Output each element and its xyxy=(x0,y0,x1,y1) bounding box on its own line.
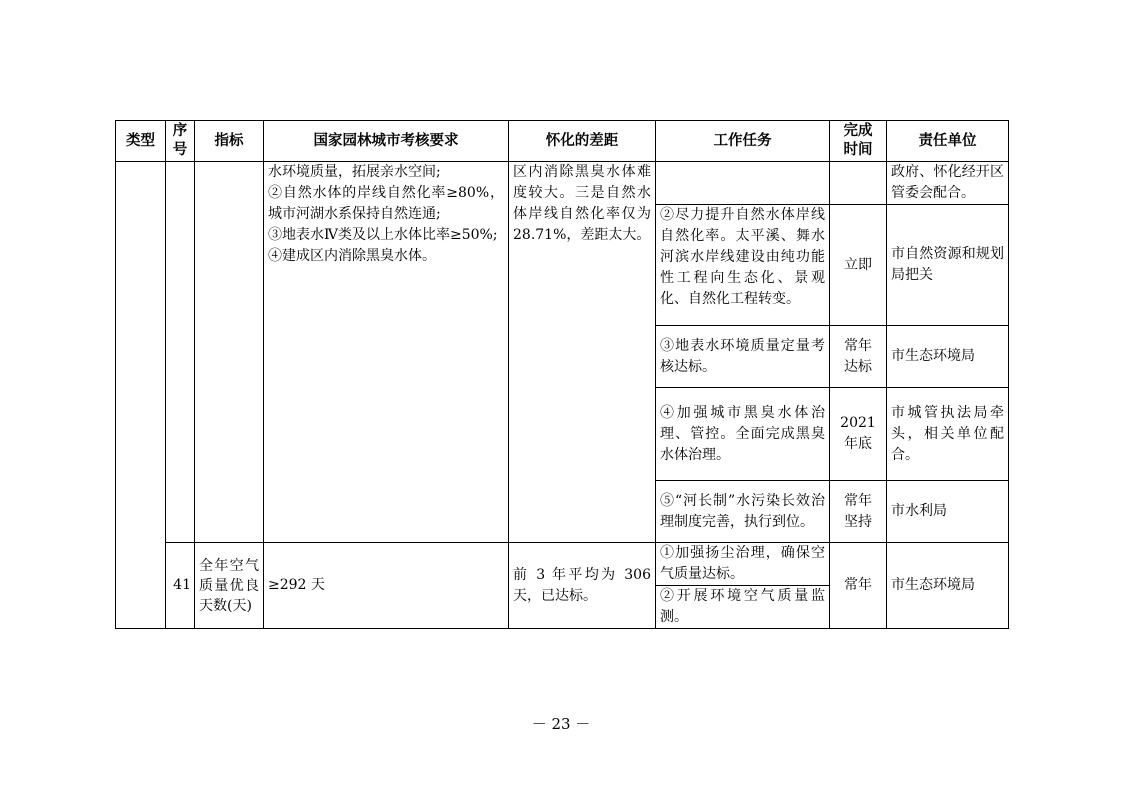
header-requirement: 国家园林城市考核要求 xyxy=(264,121,509,162)
assessment-table xyxy=(115,120,1009,629)
table-row xyxy=(116,543,1009,586)
air-unit: 市生态环境局 xyxy=(887,543,1009,629)
header-gap: 怀化的差距 xyxy=(509,121,656,162)
water-time-5: 常年 坚持 xyxy=(830,481,887,543)
air-gap: 前 3 年平均为 306 天，已达标。 xyxy=(509,543,656,629)
air-requirement: ≥292 天 xyxy=(264,543,509,629)
header-task: 工作任务 xyxy=(656,121,830,162)
water-requirement: 水环境质量，拓展亲水空间; ②自然水体的岸线自然化率≥80%，城市河湖水系保持自然连通; ③地表水Ⅳ类及以上水体比率≥50%; ④建成区内消除黑臭水体。 xyxy=(264,162,509,543)
water-time-4: 2021 年底 xyxy=(830,388,887,481)
water-gap: 区内消除黑臭水体难度较大。三是自然水体岸线自然化率仅为 28.71%，差距太大。 xyxy=(509,162,656,543)
table-row xyxy=(116,162,1009,205)
water-unit-4: 市城管执法局牵头，相关单位配合。 xyxy=(887,388,1009,481)
header-time: 完成 时间 xyxy=(830,121,887,162)
page-number: － 23 － xyxy=(531,715,591,733)
header-seq: 序 号 xyxy=(166,121,195,162)
header-unit: 责任单位 xyxy=(887,121,1009,162)
water-unit-1: 政府、怀化经开区管委会配合。 xyxy=(887,162,1009,205)
water-task-4: ④加强城市黑臭水体治理、管控。全面完成黑臭水体治理。 xyxy=(656,388,830,481)
water-time-1 xyxy=(830,162,887,205)
header-row xyxy=(116,121,1009,162)
water-unit-5: 市水利局 xyxy=(887,481,1009,543)
water-time-2: 立即 xyxy=(830,205,887,326)
type-cell xyxy=(116,162,166,629)
water-task-1 xyxy=(656,162,830,205)
water-unit-2: 市自然资源和规划局把关 xyxy=(887,205,1009,326)
seq-cell-water xyxy=(166,162,195,543)
air-time: 常年 xyxy=(830,543,887,629)
water-unit-3: 市生态环境局 xyxy=(887,326,1009,388)
indicator-cell-water xyxy=(195,162,264,543)
air-task-2: ②开展环境空气质量监测。 xyxy=(656,586,830,629)
water-task-3: ③地表水环境质量定量考核达标。 xyxy=(656,326,830,388)
header-type: 类型 xyxy=(116,121,166,162)
air-indicator: 全年空气质量优良天数(天) xyxy=(195,543,264,629)
water-task-5: ⑤“河长制”水污染长效治理制度完善，执行到位。 xyxy=(656,481,830,543)
header-indicator: 指标 xyxy=(195,121,264,162)
water-task-2: ②尽力提升自然水体岸线自然化率。太平溪、舞水河滨水岸线建设由纯功能性工程向生态化、景观化、自然化工程转变。 xyxy=(656,205,830,326)
water-time-3: 常年 达标 xyxy=(830,326,887,388)
air-task-1: ①加强扬尘治理，确保空气质量达标。 xyxy=(656,543,830,586)
air-seq: 41 xyxy=(166,543,195,629)
